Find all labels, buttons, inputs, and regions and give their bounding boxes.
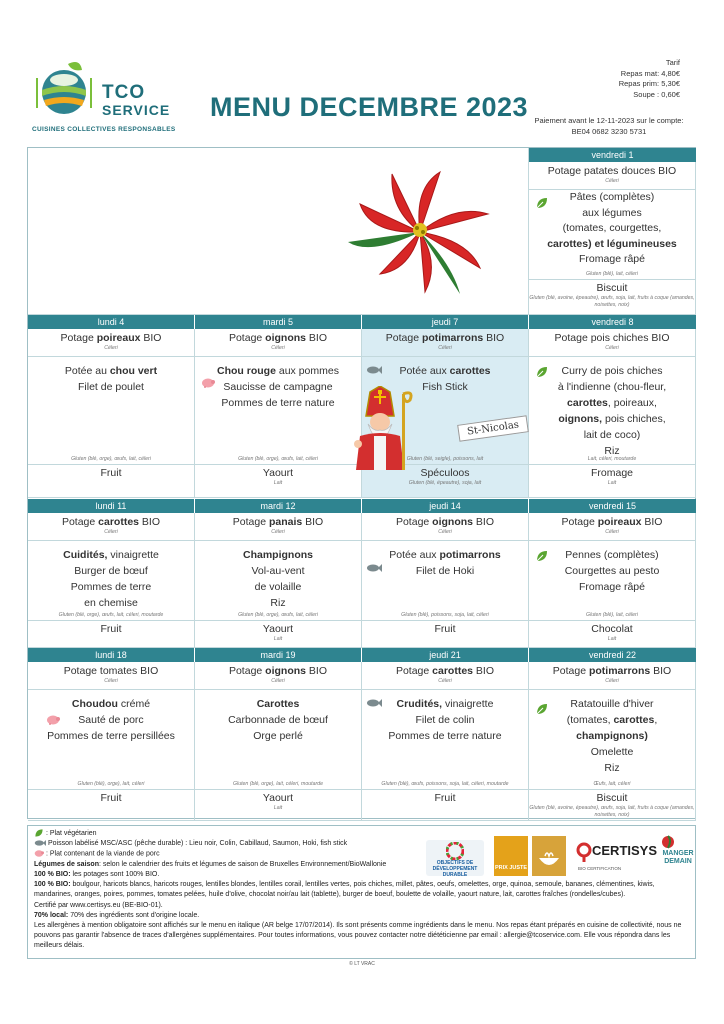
main-allergens: Œufs, lait, céleri [593,781,631,787]
soup-prefix: Potage tomates BIO [63,665,159,677]
main-allergens: Gluten (blé), orge), lait, céleri [77,781,145,787]
legend-allergens: Les allergènes à mention obligatoire sont affichés sur le menu en italique (AR belge 17/07/2014). Ils sont présents comme ingrédients dans le menu. Nos repas étant préparés en cuisine de collectivité, nous ne pouvons pas garantir l'absence de traces d'allergènes supplémentaires. Pour toutes informations, vous pouvez contacter notre diététicienne par email : allergie@tcoservice.com. Elle vous répondra dans les meilleurs délais. [34,922,682,950]
main-allergens: Gluten (blé), lait, céleri [586,612,638,618]
soup-cell [195,329,362,357]
main-cell [28,541,195,621]
main-line: en chemise [84,597,138,609]
main-allergens: Gluten (blé, orge), œufs, lait, céleri [238,456,318,462]
soup-text [362,662,528,678]
main-cell [529,190,696,280]
tarif-label: Tarif [665,58,680,67]
legend-bio2-text: boulgour, haricots blancs, haricots rouges, lentilles blondes, lentilles corail, lentilles vertes, pois chiches, millet, pâtes, oeufs, omelettes, orge, quinoa, semoule, bananes, clémentines, kiwis, mandarines, oranges, poires, pommes, tomates pelées, huile d'olive, chocolat noir/au lait (tablette), burger de boeuf, boulette de volaille, yaourt nature, lait, carottes fraîches (rondelles/cubes). [34,881,655,899]
main-text [362,541,528,579]
main-allergens: Gluten (blé), lait, céleri [586,271,638,277]
certisys-text: CERTISYS [592,843,658,858]
soup-allergens: Céleri [271,529,285,535]
day-header: vendredi 8 [529,315,696,329]
dessert-text: Yaourt [262,792,294,804]
day-header: mardi 5 [195,315,362,329]
logo-tagline: CUISINES COLLECTIVES RESPONSABLES [32,126,176,133]
main-allergens: Lait, céleri, moutarde [587,456,637,462]
day-header: lundi 4 [28,315,195,329]
dessert-text: Biscuit [596,282,628,294]
main-text [529,690,695,776]
soup-highlight: oignons [265,332,306,344]
soup-allergens: Céleri [271,678,285,684]
legend-bio2-label: 100 % BIO: [34,881,71,889]
soup-prefix: Potage [232,516,269,528]
soup-suffix: BIO [473,665,495,677]
main-text [195,541,361,611]
soup-text [195,513,361,529]
dessert-allergens: Gluten (blé, épeautre), soja, lait [408,480,482,486]
main-text [195,690,361,744]
dessert-text: Fruit [100,623,122,635]
soup-highlight: potimarrons [588,665,651,677]
poinsettia-area [28,148,529,315]
main-line: Burger de bœuf [74,565,148,577]
main-cell [362,690,529,790]
legend-certif: Certifié par www.certisys.eu (BE-BIO-01). [34,901,163,909]
fish-icon [366,563,382,573]
main-allergens: Gluten (blé, orge), lait, céleri, moutarde [233,781,323,787]
main-allergens: Gluten (blé), œufs, poissons, soja, lait, céleri, moutarde [381,781,509,787]
main-line: oignons, pois chiches, [558,413,666,425]
soup-highlight: poireaux [96,332,141,344]
soup-suffix: BIO [641,516,663,528]
sdg-badge [426,840,484,876]
main-cell [529,541,696,621]
dessert-allergens: Gluten (blé, avoine, épeautre), œufs, soja, lait, fruits à coque (amandes, noisettes, noix) [529,295,695,308]
main-line: Curry de pois chiches [561,365,663,377]
legend-pork-text: : Plat contenant de la viande de porc [45,850,160,858]
main-line: de volaille [254,581,302,593]
main-line: Pommes de terre nature [388,730,502,742]
soup-allergens: Céleri [104,678,118,684]
soup-prefix: Potage [61,516,99,528]
dessert-allergens: Lait [273,805,283,811]
dessert-text: Fruit [100,792,122,804]
vegetarian-leaf-icon [34,828,44,838]
dessert-allergens: Lait [607,636,617,642]
soup-prefix: Potage [228,332,266,344]
main-allergens: Gluten (blé, orge), œufs, lait, céleri, moutarde [58,612,164,618]
tarif-line: Repas mat: 4,80€ [620,68,680,78]
manger-demain-badge [658,832,694,878]
main-text [529,190,695,268]
day-header: mardi 19 [195,648,362,662]
pig-icon [46,714,60,726]
soup-text [529,329,695,345]
main-cell [529,690,696,790]
dessert-cell [529,621,696,648]
soup-cell [362,513,529,541]
fish-icon [34,839,46,847]
sdg-wheel-icon [446,842,464,860]
dessert-cell [195,465,362,498]
day-header: jeudi 21 [362,648,529,662]
vegetarian-leaf-icon [535,365,549,379]
payment-deadline: Paiement avant le 12-11-2023 sur le compte: [534,116,684,125]
certisys-badge [576,836,658,876]
main-line: Riz [270,597,286,609]
soup-prefix: Potage [60,332,97,344]
main-text [362,690,528,744]
day-header: lundi 11 [28,499,195,513]
soup-suffix: BIO [306,665,328,677]
page-title: MENU DECEMBRE 2023 [210,92,529,122]
dessert-cell [362,790,529,821]
soup-cell [362,329,529,357]
st-nicolas-label: St-Nicolas [457,415,529,442]
soup-text [28,513,194,529]
main-line: Cuidités, vinaigrette [63,549,159,561]
soup-cell [529,662,696,690]
dessert-cell [195,621,362,648]
main-line: aux légumes [582,206,642,219]
dessert-cell [28,790,195,821]
soup-highlight: panais [268,516,303,528]
legend-saison-text: : selon le calendrier des fruits et légumes de saison de Bruxelles Environnement/BioWallonie [98,860,387,868]
soup-allergens: Céleri [104,345,118,351]
soup-allergens: Céleri [438,345,452,351]
soup-text [529,513,695,529]
main-text [28,357,194,395]
soup-cell [529,162,696,190]
vegetarian-leaf-icon [535,549,549,563]
main-line: Potée aux potimarrons [389,549,501,561]
main-text [28,541,194,611]
main-line: Potée aux carottes [399,365,491,377]
pig-icon [34,849,44,858]
main-line: Riz [604,445,620,457]
tarif-line: Repas prim: 5,30€ [618,79,680,88]
soup-cell [28,329,195,357]
soup-suffix: BIO [306,332,328,344]
soup-prefix: Potage pois chiches BIO [554,332,670,344]
prix-juste-text: PRIX JUSTE [494,865,528,871]
dessert-text: Yaourt [262,623,294,635]
soup-allergens: Céleri [438,529,452,535]
main-cell [195,357,362,465]
main-line: (tomates, courgettes, [562,222,662,234]
soup-allergens: Céleri [271,345,285,351]
main-line: Pommes de terre persillées [47,730,175,742]
main-cell [195,690,362,790]
payment-account: BE04 0682 3230 5731 [571,126,647,136]
dessert-text: Yaourt [262,467,294,479]
soup-text [362,513,528,529]
main-line: Filet de Hoki [415,565,475,577]
soup-suffix: BIO [302,516,324,528]
day-header: vendredi 15 [529,499,696,513]
main-allergens: Gluten (blé, orge), œufs, lait, céleri [71,456,151,462]
legend-fish-text: Poisson labélisé MSC/ASC (pêche durable) : Lieu noir, Colin, Cabillaud, Saumon, Hoki, fish stick [47,840,348,848]
fish-icon [366,698,382,708]
main-allergens: Gluten (blé, seigle), poissons, lait [406,456,484,462]
dessert-allergens: Lait [273,636,283,642]
soup-text [28,662,194,678]
dessert-cell [529,790,696,821]
main-line: Choudou crémé [71,698,151,710]
soup-text [529,662,695,678]
dessert-text: Chocolat [591,623,633,635]
logo-brand-line1: TCO [102,82,146,103]
main-line: Potée au chou vert [64,365,158,377]
soup-suffix: BIO [140,332,162,344]
tarif-block [540,58,680,100]
soup-highlight: carottes [432,665,474,677]
main-line: Courgettes au pesto [564,565,660,577]
soup-allergens: Céleri [438,678,452,684]
main-allergens: Gluten (blé), poissons, soja, lait, céleri [401,612,489,618]
dessert-cell [529,465,696,498]
soup-highlight: poireaux [597,516,642,528]
soup-prefix: Potage [395,516,433,528]
soup-suffix: BIO [650,665,672,677]
soup-cell [28,513,195,541]
soup-suffix: BIO [139,516,161,528]
dessert-text: Fruit [434,792,456,804]
soup-suffix: BIO [473,516,495,528]
main-line: Carottes [256,698,300,710]
legend-bio2 [34,880,689,900]
dessert-cell [28,621,195,648]
main-line: Fish Stick [422,381,468,393]
legend-bio1-text: les potages sont 100% BIO. [70,871,160,878]
soup-allergens: Céleri [104,529,118,535]
main-text [529,357,695,459]
main-cell [28,357,195,465]
day-header: vendredi 1 [529,148,696,162]
dessert-text: Fruit [434,623,456,635]
main-line: Vol-au-vent [251,565,305,577]
soup-cell [195,662,362,690]
legend-local-text: 70% des ingrédients sont d'origine locale. [68,911,200,919]
dessert-cell [28,465,195,498]
day-header: jeudi 14 [362,499,529,513]
main-line: Saucisse de campagne [223,381,333,393]
dessert-text: Fruit [100,467,122,479]
soup-cell [195,513,362,541]
main-line: Pâtes (complètes) [569,191,655,203]
main-line: Omelette [590,746,634,758]
poinsettia-icon [340,164,500,304]
main-line: Crudités, vinaigrette [396,698,494,710]
main-line: lait de coco) [583,429,641,441]
main-line: Sauté de porc [78,714,144,726]
soup-prefix: Potage [228,665,266,677]
dessert-cell [362,621,529,648]
prix-juste-badge [494,836,528,876]
logo-bowl-icon [28,58,100,124]
certisys-pin-icon [576,842,592,862]
main-line: Chou rouge aux pommes [217,365,339,377]
day-header: mardi 12 [195,499,362,513]
soup-cell [28,662,195,690]
dessert-cell [529,280,696,315]
soup-prefix: Potage [561,516,598,528]
soup-text [362,329,528,345]
soup-highlight: oignons [432,516,473,528]
pig-icon [201,377,215,389]
soup-allergens: Céleri [605,678,619,684]
dessert-allergens: Lait [273,480,283,486]
legend-local [34,911,689,921]
menu-grid [27,147,696,819]
soup-allergens: Céleri [605,529,619,535]
legend-local-label: 70% local: [34,911,69,919]
legend-saison-label: Légumes de saison [34,860,99,868]
tarif-line: Soupe : 0,60€ [633,89,680,99]
main-line: Champignons [243,549,313,561]
soup-allergens: Céleri [605,345,619,351]
main-line: Filet de colin [415,714,475,726]
main-line: carottes, poireaux, [567,397,657,409]
vegetarian-leaf-icon [535,702,549,716]
main-line: Filet de poulet [78,381,144,393]
main-cell [362,541,529,621]
soup-highlight: oignons [265,665,306,677]
main-line: Pommes de terre [70,581,152,593]
dessert-text: Fromage [590,467,633,479]
dessert-text: Biscuit [596,792,628,804]
main-line: à l'indienne (chou-fleur, [557,381,667,393]
sdg-text: OBJECTIFS DE DÉVELOPPEMENT DURABLE [432,860,478,878]
certisys-sub: BIO CERTIFICATION [578,866,622,871]
main-cell [529,357,696,465]
soup-cell [529,329,696,357]
soup-text: Potage patates douces BIO [547,165,677,177]
soup-text [195,329,361,345]
vegetarian-leaf-icon [535,196,549,210]
soup-text [28,329,194,345]
footer-credit: © LT VRAC [349,961,375,967]
legend-bio1-label: 100 % BIO: [34,871,71,878]
soup-prefix: Potage [395,665,433,677]
dessert-cell [195,790,362,821]
payment-info [520,116,698,137]
main-line: Ratatouille d'hiver [570,698,654,710]
main-text [529,541,695,595]
soup-prefix: Potage [552,665,589,677]
dessert-text: Spéculoos [420,467,470,479]
soup-prefix: Potage [385,332,422,344]
day-header: jeudi 7 [362,315,529,329]
soup-suffix: BIO [483,332,505,344]
soup-cell [529,513,696,541]
main-line: Carbonnade de bœuf [228,714,328,726]
soup-text [195,662,361,678]
main-line: Orge perlé [253,730,303,742]
manger-demain-logo-icon [660,834,676,850]
dessert-allergens: Lait [607,480,617,486]
main-line: Fromage râpé [579,253,645,265]
main-line: Riz [604,762,620,774]
fish-icon [366,365,382,375]
sdg2-badge [532,836,566,876]
main-line: Pennes (complètes) [565,549,659,561]
manger-text-2: DEMAIN [664,858,692,865]
main-cell [195,541,362,621]
main-text [195,357,361,411]
tco-logo [28,58,176,138]
manger-text-1: MANGER [662,850,694,857]
day-header: lundi 18 [28,648,195,662]
food-bowl-icon [537,850,561,870]
main-line: Fromage râpé [579,581,645,593]
legend-veg-text: : Plat végétarien [45,829,97,837]
saint-nicolas-icon [346,386,416,472]
day-header: vendredi 22 [529,648,696,662]
main-line: Pommes de terre nature [221,397,335,409]
logo-brand-line2: SERVICE [102,102,171,118]
soup-allergens: Céleri [605,178,619,184]
soup-highlight: carottes [98,516,140,528]
main-line: champignons) [576,730,648,742]
soup-highlight: potimarrons [421,332,484,344]
main-cell [28,690,195,790]
main-line: (tomates, carottes, [566,714,658,726]
legend [27,825,696,959]
main-line: carottes) et légumineuses [547,237,677,250]
main-allergens: Gluten (blé, orge), œufs, lait, céleri [238,612,318,618]
dessert-allergens: Gluten (blé, avoine, épeautre), œufs, soja, lait, fruits à coque (amandes, noisettes, noix) [529,805,695,818]
soup-cell [362,662,529,690]
